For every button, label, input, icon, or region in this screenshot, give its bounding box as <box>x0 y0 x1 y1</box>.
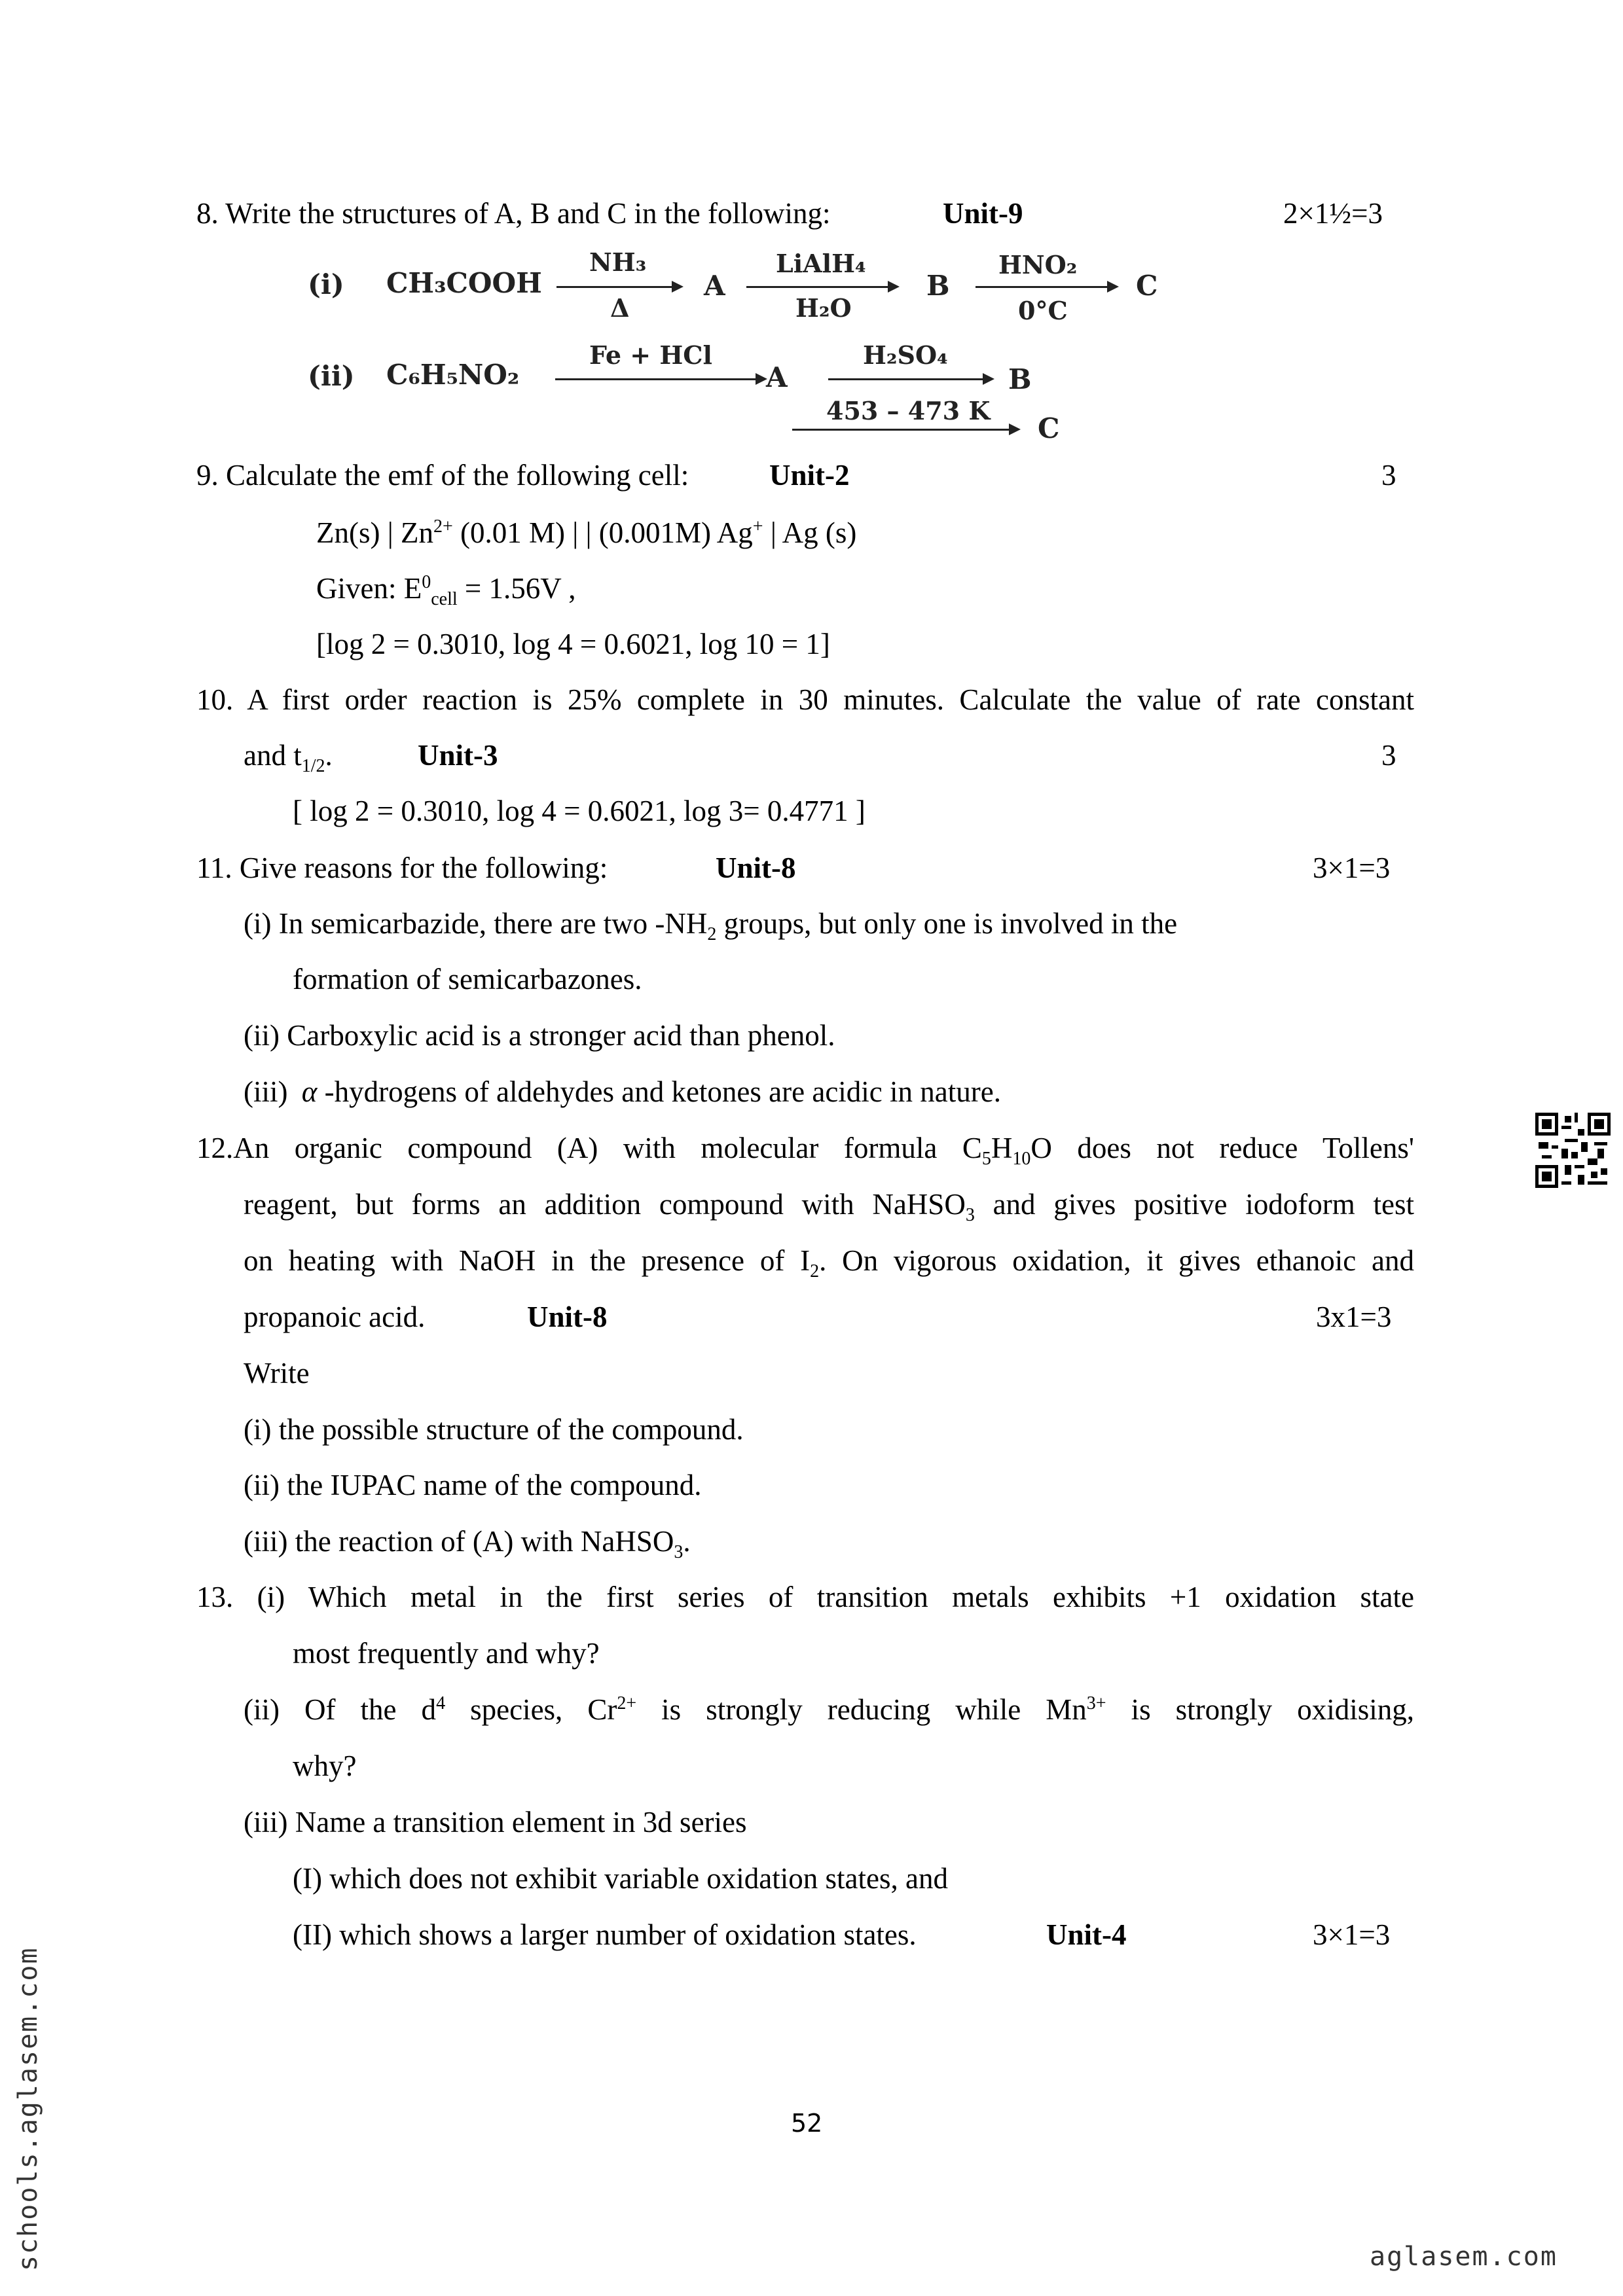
q12-part-ii: (ii) the IUPAC name of the compound. <box>244 1469 702 1501</box>
qr-code <box>1535 1113 1611 1188</box>
q13-part-i-cont: most frequently and why? <box>293 1637 600 1670</box>
q8-stem: 8. Write the structures of A, B and C in the following: <box>196 197 831 230</box>
q12-write: Write <box>244 1357 310 1390</box>
q12-part-iii: (iii) the reaction of (A) with NaHSO$_3$. <box>244 1525 691 1562</box>
q13-part-iii-I: (I) which does not exhibit variable oxidation states, and <box>293 1862 948 1895</box>
q11-part-i: (i) In semicarbazide, there are two $-NH_2$ groups, but only one is involved in the <box>244 907 1178 944</box>
q9-unit: Unit-2 <box>769 459 850 492</box>
q10-line-2: and $t_{1/2}$. <box>244 739 333 776</box>
rxn1-arrow-1 <box>556 286 681 288</box>
rxn2-step1-reagent: Fe + HCl <box>589 340 712 370</box>
q11-unit: Unit-8 <box>716 852 796 884</box>
q12-part-i: (i) the possible structure of the compound. <box>244 1413 744 1446</box>
q12-line-2: reagent, but forms an addition compound with NaHSO$_3$ and gives positive iodoform test <box>244 1188 1414 1225</box>
rxn1-step1-reagent: NH₃ <box>589 247 647 277</box>
q11-marks: 3×1=3 <box>1313 852 1391 884</box>
q8-unit: Unit-9 <box>943 197 1023 230</box>
q12-marks: 3x1=3 <box>1316 1300 1392 1333</box>
q9-stem: 9. Calculate the emf of the following cell: <box>196 459 689 492</box>
rxn1-start: CH₃COOH <box>386 267 542 299</box>
corner-watermark: aglasem.com <box>1370 2242 1558 2272</box>
q9-log-values: [log 2 = 0.3010, log 4 = 0.6021, log 10 = 1] <box>316 628 830 660</box>
q11-stem: 11. Give reasons for the following: <box>196 852 608 884</box>
rxn1-step3-reagent: HNO₂ <box>998 250 1078 279</box>
rxn1-arrow-3 <box>976 286 1116 288</box>
rxn1-arrow-2 <box>746 286 897 288</box>
q9-marks: 3 <box>1381 459 1396 492</box>
q13-part-ii-cont: why? <box>293 1749 357 1782</box>
rxn1-product-c: C <box>1136 270 1158 302</box>
rxn2-product-b: B <box>1008 363 1032 395</box>
rxn2-product-c: C <box>1038 412 1060 444</box>
rxn1-step1-condition: Δ <box>610 293 630 323</box>
rxn2-product-a: A <box>766 361 788 393</box>
rxn1-product-a: A <box>704 270 725 302</box>
rxn1-step3-condition: 0°C <box>1018 296 1068 325</box>
q11-part-iii: (iii) α -hydrogens of aldehydes and ketones are acidic in nature. <box>244 1075 1001 1108</box>
q10-log-values: [ log 2 = 0.3010, log 4 = 0.6021, log 3= 0.4771 ] <box>293 795 866 827</box>
q10-line-1: 10. A first order reaction is 25% complete in 30 minutes. Calculate the value of rate constant <box>196 683 1414 716</box>
rxn1-step2-condition: H₂O <box>795 293 852 323</box>
q12-line-4: propanoic acid. <box>244 1300 426 1333</box>
q13-marks: 3×1=3 <box>1313 1918 1391 1951</box>
q13-unit: Unit-4 <box>1046 1918 1127 1951</box>
rxn1-product-b: B <box>926 270 950 302</box>
q11-part-i-cont: formation of semicarbazones. <box>293 963 642 996</box>
q10-unit: Unit-3 <box>418 739 498 772</box>
rxn1-label: (i) <box>308 268 344 300</box>
rxn2-label: (ii) <box>308 360 355 392</box>
q9-given-emf: Given: $E^0_{cell} = 1.56V$ , <box>316 572 576 609</box>
q13-part-iii: (iii) Name a transition element in 3d series <box>244 1806 747 1839</box>
q13-part-ii: (ii) Of the $d^4$ species, $Cr^{2+}$ is strongly reducing while $Mn^{3+}$ is strongly oxidising, <box>244 1693 1414 1726</box>
rxn2-step3-condition: 453 – 473 K <box>826 396 991 425</box>
rxn1-step2-reagent: LiAlH₄ <box>776 249 866 278</box>
side-watermark: schools.aglasem.com <box>13 1946 43 2271</box>
rxn2-arrow-2 <box>828 378 992 380</box>
q12-line-1: 12.An organic compound (A) with molecular formula $C_5H_{10}O$ does not reduce Tollens' <box>196 1132 1414 1169</box>
page-number: 52 <box>791 2109 823 2138</box>
q10-marks: 3 <box>1381 739 1396 772</box>
q9-cell-notation: Zn(s) | $Zn^{2+}$ (0.01 M) | | (0.001M) Ag+ | Ag (s) <box>316 516 857 549</box>
q11-part-ii: (ii) Carboxylic acid is a stronger acid than phenol. <box>244 1019 835 1052</box>
q13-part-iii-II: (II) which shows a larger number of oxidation states. <box>293 1918 917 1951</box>
q12-unit: Unit-8 <box>527 1300 608 1333</box>
rxn2-start: C₆H₅NO₂ <box>386 359 520 391</box>
rxn2-step2-reagent: H₂SO₄ <box>863 340 948 370</box>
q13-part-i: 13. (i) Which metal in the first series of transition metals exhibits +1 oxidation state <box>196 1581 1414 1613</box>
rxn2-arrow-1 <box>555 378 765 380</box>
q12-line-3: on heating with NaOH in the presence of $I_2$. On vigorous oxidation, it gives ethanoic and <box>244 1244 1414 1282</box>
rxn2-arrow-3 <box>792 429 1018 431</box>
q8-marks: 2×1½=3 <box>1283 197 1383 230</box>
